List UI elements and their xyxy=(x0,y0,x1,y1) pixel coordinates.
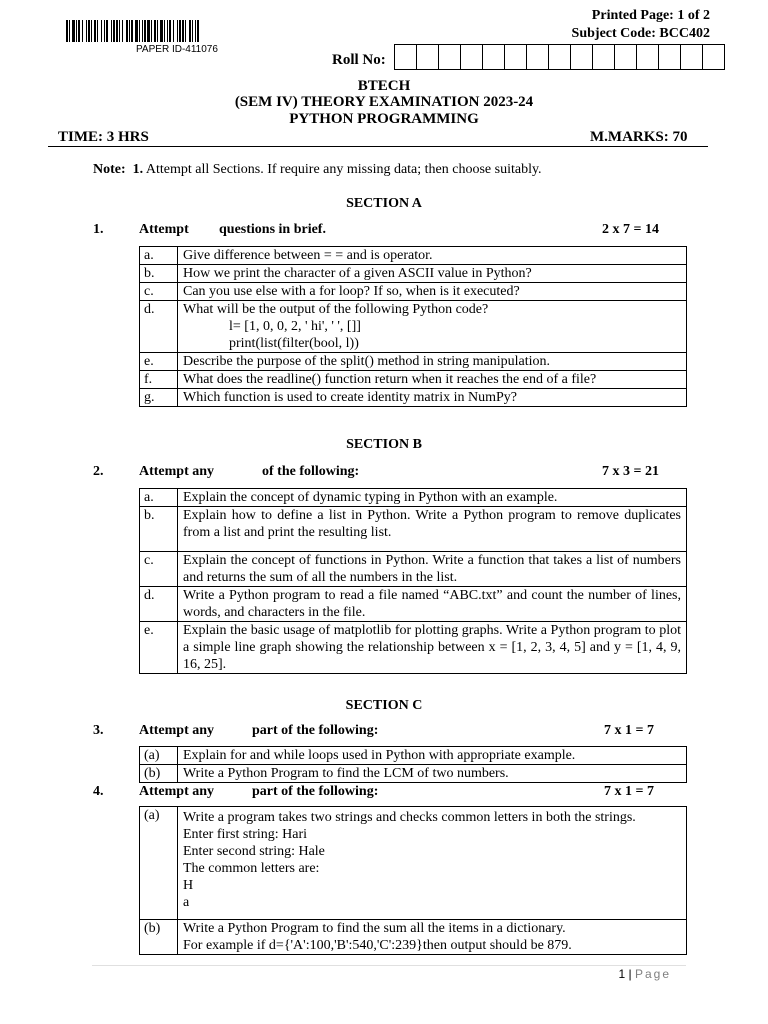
question-line: Give difference between = = and is operator. xyxy=(183,248,433,263)
question-key: f. xyxy=(140,371,178,389)
printed-page: Printed Page: 1 of 2 xyxy=(591,8,710,23)
barcode-bar xyxy=(154,20,156,42)
q2-number: 2. xyxy=(93,464,104,479)
q1-label: Attempt xyxy=(139,222,189,237)
question-row xyxy=(140,489,687,507)
max-marks-label: M.MARKS: 70 xyxy=(590,129,688,145)
question-text xyxy=(178,247,687,265)
barcode-bar xyxy=(101,20,102,42)
barcode-bar xyxy=(113,20,115,42)
page-number: 1 xyxy=(618,967,626,981)
q1-number: 1. xyxy=(93,222,104,237)
section-c-heading: SECTION C xyxy=(345,698,423,713)
barcode-bar xyxy=(116,20,118,42)
barcode-bar xyxy=(129,20,130,42)
roll-number-box xyxy=(570,44,593,70)
roll-number-box xyxy=(548,44,571,70)
question-row xyxy=(140,371,687,389)
exam-title: (SEM IV) THEORY EXAMINATION 2023-24 xyxy=(234,94,534,110)
question-key: a. xyxy=(140,489,178,507)
question-key: (a) xyxy=(140,747,178,765)
section-a-heading: SECTION A xyxy=(346,196,422,211)
question-text xyxy=(178,301,687,353)
question-text xyxy=(178,371,687,389)
barcode-bar xyxy=(111,20,112,42)
question-key: e. xyxy=(140,353,178,371)
section-b-table xyxy=(139,488,687,674)
barcode-bar xyxy=(147,20,150,42)
question-row xyxy=(140,283,687,301)
question-line: print(list(filter(bool, l)) xyxy=(229,336,359,351)
question-line: Write a Python Program to find the LCM of two numbers. xyxy=(183,766,509,781)
barcode-bar xyxy=(197,20,199,42)
question-key: d. xyxy=(140,301,178,353)
question-text xyxy=(178,920,687,955)
question-row xyxy=(140,747,687,765)
degree-title: BTECH xyxy=(357,78,411,94)
barcode-bar xyxy=(182,20,184,42)
question-row xyxy=(140,389,687,407)
barcode-bar xyxy=(131,20,133,42)
question-line: Can you use else with a for loop? If so, when is it executed? xyxy=(183,284,520,299)
barcode-bar xyxy=(169,20,171,42)
q2-label: Attempt any xyxy=(139,464,215,479)
roll-number-box xyxy=(416,44,439,70)
barcode-bar xyxy=(177,20,178,42)
question-line: Explain the concept of functions in Python. Write a function that takes a list of numbers and returns the sum of all the numbers in the list. xyxy=(183,553,681,585)
roll-number-box xyxy=(438,44,461,70)
barcode-bar xyxy=(66,20,68,42)
question-text xyxy=(178,389,687,407)
note-number: 1. xyxy=(132,162,144,177)
question-line: Explain how to define a list in Python. Write a Python program to remove duplicates from a list and print the resulting list. xyxy=(183,508,681,540)
question-line: Write a Python program to read a file named “ABC.txt” and count the number of lines, words, and characters in the file. xyxy=(183,588,681,620)
note-label: Note: xyxy=(93,162,126,177)
note-text: Attempt all Sections. If require any missing data; then choose suitably. xyxy=(145,162,542,177)
q1-instruction: questions in brief. xyxy=(219,222,326,237)
barcode-bar xyxy=(164,20,165,42)
question-line: Enter second string: Hale xyxy=(183,844,325,859)
roll-number-box xyxy=(658,44,681,70)
question-row xyxy=(140,622,687,674)
question-row xyxy=(140,301,687,353)
question-row xyxy=(140,247,687,265)
barcode-bar xyxy=(122,20,123,42)
roll-number-box xyxy=(394,44,417,70)
barcode-bar xyxy=(91,20,92,42)
section-a-table xyxy=(139,246,687,407)
question-text xyxy=(178,265,687,283)
question-row xyxy=(140,587,687,622)
question-text xyxy=(178,807,687,920)
q1-marks: 2 x 7 = 14 xyxy=(602,222,659,237)
question-row xyxy=(140,765,687,783)
roll-number-box xyxy=(460,44,483,70)
question-text xyxy=(178,587,687,622)
barcode-bar xyxy=(179,20,181,42)
roll-number-box xyxy=(614,44,637,70)
q3-table xyxy=(139,746,687,783)
roll-number-box xyxy=(526,44,549,70)
q4-label: Attempt any xyxy=(139,784,215,799)
question-key: e. xyxy=(140,622,178,674)
barcode-bar xyxy=(144,20,146,42)
barcode-bar xyxy=(86,20,87,42)
question-text xyxy=(178,747,687,765)
question-line: Which function is used to create identity matrix in NumPy? xyxy=(183,390,517,405)
question-line: Explain the concept of dynamic typing in Python with an example. xyxy=(183,490,558,505)
barcode-bar xyxy=(135,20,138,42)
question-row xyxy=(140,552,687,587)
question-key: c. xyxy=(140,552,178,587)
barcode-bar xyxy=(192,20,193,42)
question-line: l= [1, 0, 0, 2, ' hi', ' ', []] xyxy=(229,319,361,334)
barcode-bar xyxy=(69,20,70,42)
question-line: Explain the basic usage of matplotlib for plotting graphs. Write a Python program to plot a simple line graph showing the relationship between x = [1, 2, 3, 4, 5] and y = [1, 4, 9, 16, 25]. xyxy=(183,623,681,672)
roll-number-box xyxy=(592,44,615,70)
question-row xyxy=(140,265,687,283)
barcode-bar xyxy=(142,20,143,42)
barcode-bar xyxy=(195,20,196,42)
question-key: a. xyxy=(140,247,178,265)
question-line: The common letters are: xyxy=(183,861,320,876)
time-label: TIME: 3 HRS xyxy=(58,129,149,145)
subject-code: Subject Code: BCC402 xyxy=(571,26,710,41)
barcode-image xyxy=(66,20,296,42)
question-text xyxy=(178,353,687,371)
question-key: g. xyxy=(140,389,178,407)
footer-divider xyxy=(92,965,686,966)
question-text xyxy=(178,489,687,507)
barcode-bar xyxy=(78,20,80,42)
barcode-bar xyxy=(157,20,158,42)
page-word: Page xyxy=(634,967,671,981)
question-line: Describe the purpose of the split() method in string manipulation. xyxy=(183,354,551,369)
q4-number: 4. xyxy=(93,784,104,799)
question-text xyxy=(178,765,687,783)
question-text xyxy=(178,552,687,587)
question-row xyxy=(140,920,687,955)
question-line: H xyxy=(183,878,194,893)
roll-number-box xyxy=(504,44,527,70)
question-key: (a) xyxy=(140,807,178,920)
barcode-bar xyxy=(76,20,77,42)
note xyxy=(93,162,542,178)
barcode-bar xyxy=(97,20,98,42)
question-row xyxy=(140,807,687,920)
q2-marks: 7 x 3 = 21 xyxy=(602,464,659,479)
barcode-bar xyxy=(106,20,108,42)
question-line: Enter first string: Hari xyxy=(183,827,308,842)
question-key: b. xyxy=(140,265,178,283)
roll-no-label: Roll No: xyxy=(332,52,386,68)
barcode-bar xyxy=(189,20,191,42)
question-line: How we print the character of a given ASCII value in Python? xyxy=(183,266,532,281)
question-row xyxy=(140,353,687,371)
barcode-bar xyxy=(139,20,140,42)
q4-table xyxy=(139,806,687,955)
question-key: d. xyxy=(140,587,178,622)
question-line: a xyxy=(183,895,190,910)
header-divider xyxy=(48,146,708,147)
course-title: PYTHON PROGRAMMING xyxy=(289,111,479,127)
roll-number-boxes xyxy=(395,44,725,70)
q4-instruction: part of the following: xyxy=(252,784,379,799)
barcode-bar xyxy=(72,20,75,42)
q4-marks: 7 x 1 = 7 xyxy=(604,784,654,799)
question-line: For example if d={'A':100,'B':540,'C':239}then output should be 879. xyxy=(183,938,572,953)
q3-instruction: part of the following: xyxy=(252,723,379,738)
section-b-heading: SECTION B xyxy=(346,437,422,452)
question-row xyxy=(140,507,687,552)
roll-number-box xyxy=(636,44,659,70)
roll-number-box xyxy=(482,44,505,70)
q3-marks: 7 x 1 = 7 xyxy=(604,723,654,738)
question-text xyxy=(178,283,687,301)
question-line: Write a program takes two strings and checks common letters in both the strings. xyxy=(183,810,636,825)
question-key: b. xyxy=(140,507,178,552)
question-line: What does the readline() function return when it reaches the end of a file? xyxy=(183,372,597,387)
barcode-bar xyxy=(185,20,186,42)
barcode-bar xyxy=(94,20,96,42)
question-line: Explain for and while loops used in Python with appropriate example. xyxy=(183,748,576,763)
question-text xyxy=(178,622,687,674)
barcode-bar xyxy=(104,20,105,42)
barcode-bar xyxy=(167,20,168,42)
question-key: c. xyxy=(140,283,178,301)
roll-number-box xyxy=(702,44,725,70)
question-line: What will be the output of the following Python code? xyxy=(183,302,489,317)
question-key: (b) xyxy=(140,920,178,955)
question-text xyxy=(178,507,687,552)
barcode-bar xyxy=(88,20,90,42)
question-key: (b) xyxy=(140,765,178,783)
barcode-bar xyxy=(173,20,174,42)
barcode-bar xyxy=(126,20,128,42)
page-footer xyxy=(618,967,671,981)
roll-number-box xyxy=(680,44,703,70)
q3-label: Attempt any xyxy=(139,723,215,738)
barcode-bar xyxy=(119,20,120,42)
barcode-bar xyxy=(151,20,152,42)
paper-id: PAPER ID-411076 xyxy=(136,44,218,55)
footer-separator: | xyxy=(628,967,632,981)
q2-instruction: of the following: xyxy=(262,464,360,479)
barcode-bar xyxy=(160,20,163,42)
barcode-bar xyxy=(82,20,83,42)
q3-number: 3. xyxy=(93,723,104,738)
question-line: Write a Python Program to find the sum all the items in a dictionary. xyxy=(183,921,566,936)
